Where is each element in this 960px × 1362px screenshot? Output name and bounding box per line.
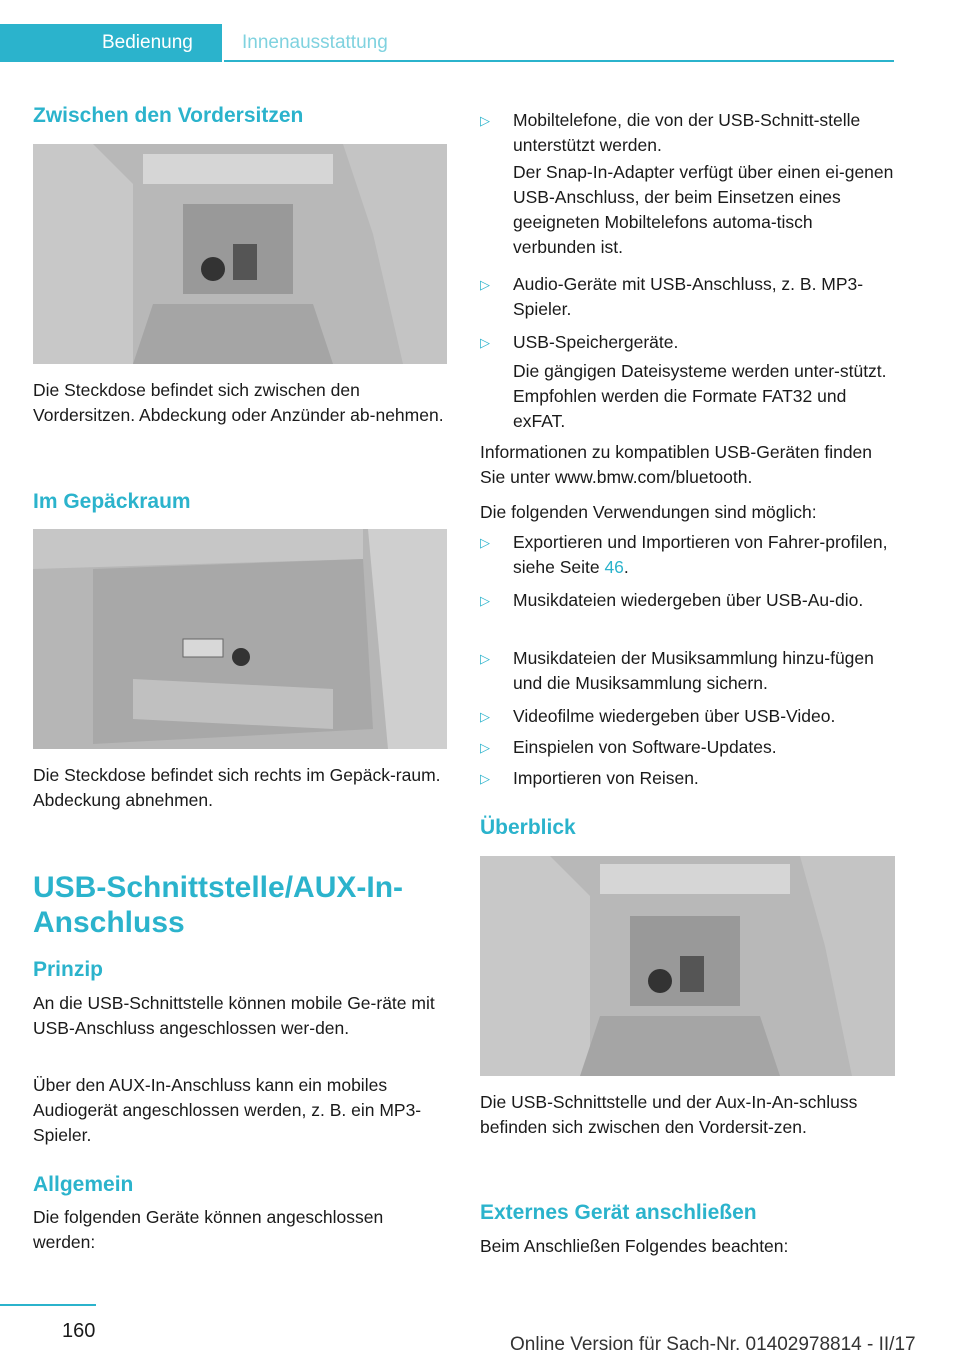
heading-extern: Externes Gerät anschließen: [480, 1201, 757, 1224]
heading-ueberblick: Überblick: [480, 816, 576, 839]
footer-online-version: Online Version für Sach-Nr. 01402978814 - II/17: [510, 1334, 916, 1355]
para-info: Informationen zu kompatiblen USB-Geräten finden Sie unter www.bmw.com/bluetooth.: [480, 442, 873, 487]
image-usb-aux-overview: [480, 856, 895, 1076]
image-console-socket: [33, 144, 447, 364]
para-prinzip-2: Über den AUX-In-Anschluss kann ein mobiles Audiogerät angeschlossen werden, z. B. ein MP3-Spieler.: [33, 1075, 422, 1145]
bullet-arrow-icon: ▷: [480, 771, 490, 786]
bullet-arrow-icon: ▷: [480, 709, 490, 724]
bullet-arrow-icon: ▷: [480, 740, 490, 755]
heading-gepaeckraum: Im Gepäckraum: [33, 490, 191, 513]
header-tab-label: Bedienung: [102, 32, 193, 53]
page-link-46[interactable]: 46: [604, 557, 624, 577]
bullet-arrow-icon: ▷: [480, 277, 490, 292]
image-trunk-socket: [33, 529, 447, 749]
bullet-arrow-icon: ▷: [480, 535, 490, 550]
header-section-title: Innenausstattung: [242, 32, 388, 53]
para-allgemein: Die folgenden Geräte können angeschlossen werden:: [33, 1207, 384, 1252]
para-gepaeckraum: Die Steckdose befindet sich rechts im Gepäck-raum. Abdeckung abnehmen.: [33, 765, 441, 810]
page-number: 160: [62, 1320, 96, 1342]
para-vordersitzen: Die Steckdose befindet sich zwischen den Vordersitzen. Abdeckung oder Anzünder ab-nehmen.: [33, 380, 444, 425]
bullet-arrow-icon: ▷: [480, 113, 490, 128]
header-tab-bedienung: [0, 24, 222, 62]
heading-usb-aux: USB-Schnittstelle/AUX-In-Anschluss: [33, 871, 404, 939]
heading-prinzip: Prinzip: [33, 958, 104, 981]
para-prinzip-1: An die USB-Schnittstelle können mobile Ge-räte mit USB-Anschluss angeschlossen wer-den.: [33, 993, 435, 1038]
para-ueberblick: Die USB-Schnittstelle und der Aux-In-An-schluss befinden sich zwischen den Vordersit-zen.: [480, 1092, 858, 1137]
para-extern: Beim Anschließen Folgendes beachten:: [480, 1236, 789, 1256]
para-verwendungen: Die folgenden Verwendungen sind möglich:: [480, 502, 817, 522]
bullet-arrow-icon: ▷: [480, 651, 490, 666]
heading-allgemein: Allgemein: [33, 1173, 134, 1196]
header-rule: [224, 60, 894, 62]
bullet-arrow-icon: ▷: [480, 335, 490, 350]
footer-rule: [0, 1304, 96, 1306]
bullet-arrow-icon: ▷: [480, 593, 490, 608]
heading-vordersitzen: Zwischen den Vordersitzen: [33, 104, 304, 127]
